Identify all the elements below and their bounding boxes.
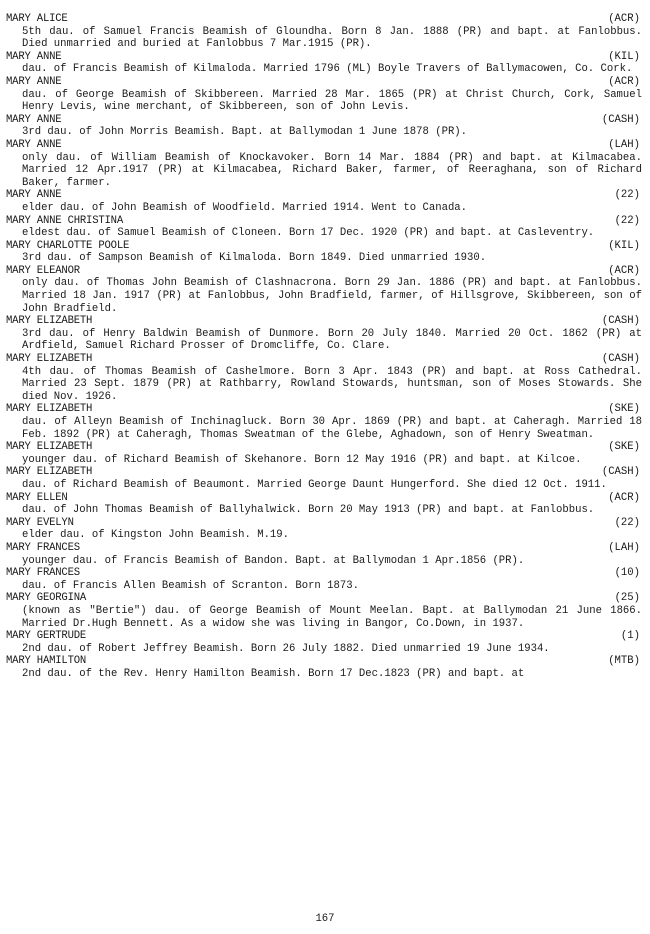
- entry-branch-code: (ACR): [608, 491, 640, 504]
- entry-branch-code: (ACR): [608, 13, 640, 25]
- genealogy-entry: [6, 492, 642, 517]
- entry-branch-code: (ACR): [608, 264, 640, 277]
- entry-name: MARY ALICE: [6, 13, 68, 25]
- entry-name: MARY GERTRUDE: [6, 630, 87, 643]
- entry-name: MARY ANNE: [6, 138, 62, 151]
- entry-heading: [6, 13, 642, 26]
- entry-branch-code: (22): [614, 189, 640, 202]
- genealogy-entry: [6, 139, 642, 189]
- entry-branch-code: (22): [614, 516, 640, 529]
- genealogy-entry: [6, 466, 642, 491]
- genealogy-entry: [6, 76, 642, 114]
- entry-name: MARY ANNE: [6, 75, 62, 88]
- entry-branch-code: (SKE): [608, 403, 640, 416]
- entry-heading: [6, 492, 642, 505]
- entry-heading: [6, 76, 642, 89]
- entry-text: dau. of Alleyn Beamish of Inchinagluck. Born 30 Apr. 1869 (PR) and bapt. at Caheragh. Married 18 Feb. 1892 (PR) at Caheragh, Thomas Sweatman of the Glebe, Aghadown, son of Henry Sweatman.: [22, 416, 642, 441]
- entry-heading: [6, 51, 642, 64]
- genealogy-entry: [6, 403, 642, 441]
- entry-text: elder dau. of John Beamish of Woodfield. Married 1914. Went to Canada.: [22, 201, 468, 214]
- entry-heading: [6, 592, 642, 605]
- entry-text: dau. of John Thomas Beamish of Ballyhalwick. Born 20 May 1913 (PR) and bapt. at Fanlobbus.: [22, 504, 595, 517]
- entry-name: MARY ANNE CHRISTINA: [6, 214, 123, 227]
- entry-name: MARY FRANCES: [6, 541, 80, 554]
- entry-text: dau. of George Beamish of Skibbereen. Married 28 Mar. 1865 (PR) at Christ Church, Cork, Samuel Henry Levis, wine merchant, of Skibbereen, son of John Levis.: [22, 88, 642, 114]
- genealogy-entry: [6, 114, 642, 139]
- page-number: 167: [315, 913, 335, 926]
- entry-branch-code: (KIL): [608, 239, 640, 252]
- entry-branch-code: (25): [614, 592, 640, 605]
- genealogy-entry: [6, 353, 642, 403]
- entry-text: only dau. of William Beamish of Knockavoker. Born 14 Mar. 1884 (PR) and bapt. at Kilmacabea. Married 12 Apr.1917 (PR) at Kilmacabea, Richard Baker, farmer, of Reeraghana, son of Richard Baker, farmer.: [22, 151, 642, 189]
- genealogy-entry: [6, 51, 642, 76]
- entry-branch-code: (CASH): [601, 315, 640, 328]
- genealogy-entry: [6, 441, 642, 466]
- genealogy-entry: [6, 655, 642, 680]
- entry-name: MARY ELIZABETH: [6, 403, 93, 416]
- entry-name: MARY FRANCES: [6, 567, 80, 580]
- entry-heading: [6, 139, 642, 152]
- entry-heading: [6, 630, 642, 643]
- entry-branch-code: (CASH): [601, 353, 640, 366]
- entry-name: MARY ELEANOR: [6, 264, 80, 277]
- entry-name: MARY CHARLOTTE POOLE: [6, 239, 130, 252]
- entry-text: younger dau. of Richard Beamish of Skehanore. Born 12 May 1916 (PR) and bapt. at Kilcoe.: [22, 453, 582, 466]
- entry-name: MARY ELIZABETH: [6, 353, 93, 366]
- entry-heading: [6, 353, 642, 366]
- entry-text: 5th dau. of Samuel Francis Beamish of Gloundha. Born 8 Jan. 1888 (PR) and bapt. at Fanlobbus. Died unmarried and buried at Fanlobbus 7 Mar.1915 (PR).: [22, 25, 642, 51]
- entry-branch-code: (ACR): [608, 75, 640, 88]
- entry-name: MARY EVELYN: [6, 516, 74, 529]
- entry-branch-code: (LAH): [608, 138, 640, 151]
- entry-heading: [6, 655, 642, 668]
- entry-heading: [6, 114, 642, 127]
- genealogy-entry: [6, 630, 642, 655]
- entry-branch-code: (CASH): [601, 113, 640, 126]
- entry-name: MARY HAMILTON: [6, 655, 87, 668]
- entry-name: MARY ELIZABETH: [6, 315, 93, 328]
- entry-text: elder dau. of Kingston John Beamish. M.19.: [22, 529, 290, 542]
- genealogy-entry: [6, 189, 642, 214]
- entry-branch-code: (CASH): [601, 466, 640, 479]
- entry-text: 3rd dau. of Sampson Beamish of Kilmaloda. Born 1849. Died unmarried 1930.: [22, 252, 487, 265]
- entry-text: only dau. of Thomas John Beamish of Clashnacrona. Born 29 Jan. 1886 (PR) and bapt. at Fanlobbus. Married 18 Jan. 1917 (PR) at Fanlobbus, John Bradfield, farmer, of Hillsgrove, Skibbereen, son of John Bradfield.: [22, 277, 642, 315]
- entry-text: 2nd dau. of Robert Jeffrey Beamish. Born 26 July 1882. Died unmarried 19 June 1934.: [22, 642, 550, 655]
- entry-text: 2nd dau. of the Rev. Henry Hamilton Beamish. Born 17 Dec.1823 (PR) and bapt. at: [22, 667, 525, 680]
- entry-heading: [6, 215, 642, 228]
- entry-text: eldest dau. of Samuel Beamish of Cloneen. Born 17 Dec. 1920 (PR) and bapt. at Casleventry.: [22, 227, 595, 240]
- entry-branch-code: (10): [614, 567, 640, 580]
- entry-branch-code: (MTB): [608, 655, 640, 668]
- entry-heading: [6, 189, 642, 202]
- entry-name: MARY GEORGINA: [6, 592, 87, 605]
- entry-heading: [6, 403, 642, 416]
- entry-text: (known as "Bertie") dau. of George Beamish of Mount Meelan. Bapt. at Ballymodan 21 June 1866. Married Dr.Hugh Bennett. As a widow she was living in Bangor, Co.Down, in 1937.: [22, 604, 642, 630]
- entry-heading: [6, 517, 642, 530]
- entry-name: MARY ELIZABETH: [6, 441, 93, 454]
- entry-name: MARY ANNE: [6, 113, 62, 126]
- entry-heading: [6, 265, 642, 278]
- entry-branch-code: (SKE): [608, 441, 640, 454]
- entry-heading: [6, 240, 642, 253]
- genealogy-entry: [6, 517, 642, 542]
- genealogy-entry: [6, 592, 642, 630]
- genealogy-entry: [6, 265, 642, 315]
- entry-text: dau. of Francis Beamish of Kilmaloda. Married 1796 (ML) Boyle Travers of Ballymacowen, Co. Cork.: [22, 63, 633, 76]
- entry-text: 4th dau. of Thomas Beamish of Cashelmore. Born 3 Apr. 1843 (PR) and bapt. at Ross Cathedral. Married 23 Sept. 1879 (PR) at Rathbarry, Rowland Stowards, huntsman, son of Moses Stowards. She died Nov. 1926.: [22, 365, 642, 403]
- entry-heading: [6, 315, 642, 328]
- genealogy-entry: [6, 315, 642, 353]
- entry-text: younger dau. of Francis Beamish of Bandon. Bapt. at Ballymodan 1 Apr.1856 (PR).: [22, 554, 525, 567]
- entry-branch-code: (22): [614, 214, 640, 227]
- entry-heading: [6, 567, 642, 580]
- genealogy-entry: [6, 240, 642, 265]
- entry-text: 3rd dau. of Henry Baldwin Beamish of Dunmore. Born 20 July 1840. Married 20 Oct. 1862 (PR) at Ardfield, Samuel Richard Prosser of Dromcliffe, Co. Clare.: [22, 327, 642, 353]
- genealogy-entry: [6, 567, 642, 592]
- genealogy-entry: [6, 215, 642, 240]
- entry-branch-code: (1): [620, 630, 640, 643]
- genealogy-entry: [6, 542, 642, 567]
- entry-name: MARY ELIZABETH: [6, 466, 93, 479]
- entry-text: 3rd dau. of John Morris Beamish. Bapt. at Ballymodan 1 June 1878 (PR).: [22, 126, 468, 139]
- entry-heading: [6, 542, 642, 555]
- entry-name: MARY ANNE: [6, 50, 62, 63]
- entry-text: dau. of Francis Allen Beamish of Scranton. Born 1873.: [22, 579, 359, 592]
- entry-list: [6, 13, 642, 680]
- genealogy-entry: [6, 13, 642, 51]
- entry-text: dau. of Richard Beamish of Beaumont. Married George Daunt Hungerford. She died 12 Oct. 1911.: [22, 478, 607, 491]
- entry-heading: [6, 441, 642, 454]
- entry-branch-code: (KIL): [608, 50, 640, 63]
- entry-heading: [6, 466, 642, 479]
- entry-name: MARY ANNE: [6, 189, 62, 202]
- entry-name: MARY ELLEN: [6, 491, 68, 504]
- entry-branch-code: (LAH): [608, 541, 640, 554]
